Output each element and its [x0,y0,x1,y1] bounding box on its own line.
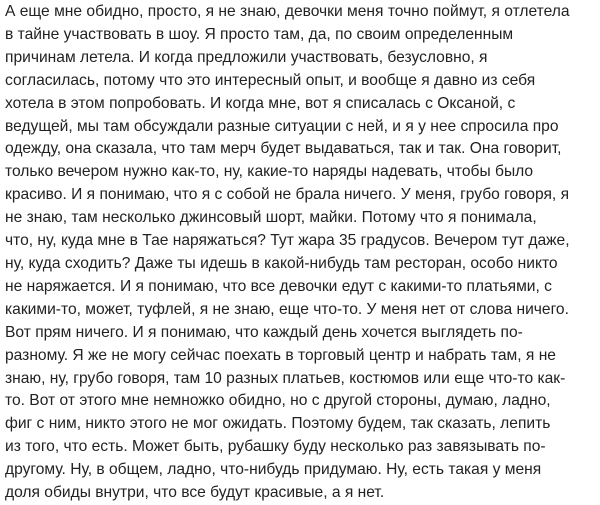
article-text [5,0,597,505]
text-line: ведущей, мы там обсуждали разные ситуации с ней, и я у нее спросила про [5,117,559,135]
text-line: другому. Ну, в общем, ладно, что-нибудь придумаю. Ну, есть такая у меня [5,461,542,479]
text-line: что, ну, куда мне в Тае наряжаться? Тут жара 35 градусов. Вечером тут даже, [5,232,570,250]
text-line: А еще мне обидно, просто, я не знаю, девочки меня точно поймут, я отлетела [5,3,570,20]
text-line: согласилась, потому что это интересный опыт, и вообще я давно из себя [5,71,536,89]
text-line: одежду, она сказала, что там мерч будет выдаваться, так и так. Она говорит, [5,140,562,158]
text-line: хотела в этом попробовать. И когда мне, вот я списалась с Оксаной, с [5,94,516,112]
text-line: не наряжается. И я понимаю, что все девочки едут с какими-то платьями, с [5,277,552,295]
text-line: доля обиды внутри, что все будут красивые, а я нет. [5,484,385,502]
text-line: не знаю, там несколько джинсовый шорт, майки. Потому что я понимала, [5,209,537,227]
text-line: фиг с ним, никто этого не мог ожидать. Поэтому будем, так сказать, лепить [5,415,551,433]
text-line: Вот прям ничего. И я понимаю, что каждый день хочется выглядеть по- [5,323,523,341]
text-line: то. Вот от этого мне немножко обидно, но с другой стороны, думаю, ладно, [5,392,551,410]
text-line: причинам летела. И когда предложили участвовать, безусловно, я [5,48,488,66]
text-line: какими-то, может, туфлей, я не знаю, еще что-то. У меня нет от слова ничего. [5,300,569,318]
text-line: только вечером нужно как-то, ну, какие-то наряды надевать, чтобы было [5,163,534,181]
text-line: знаю, ну, грубо говоря, там 10 разных платьев, костюмов или еще что-то как- [5,369,566,387]
text-line: в тайне участвовать в шоу. Я просто там, да, по своим определенным [5,25,514,43]
text-line: из того, что есть. Может быть, рубашку буду несколько раз завязывать по- [5,438,546,456]
text-line: ну, куда сходить? Даже ты идешь в какой-нибудь там ресторан, особо никто [5,254,558,272]
text-line: разному. Я же не могу сейчас поехать в торговый центр и набрать там, я не [5,346,556,364]
text-line: красиво. И я понимаю, что я с собой не брала ничего. У меня, грубо говоря, я [5,186,570,204]
